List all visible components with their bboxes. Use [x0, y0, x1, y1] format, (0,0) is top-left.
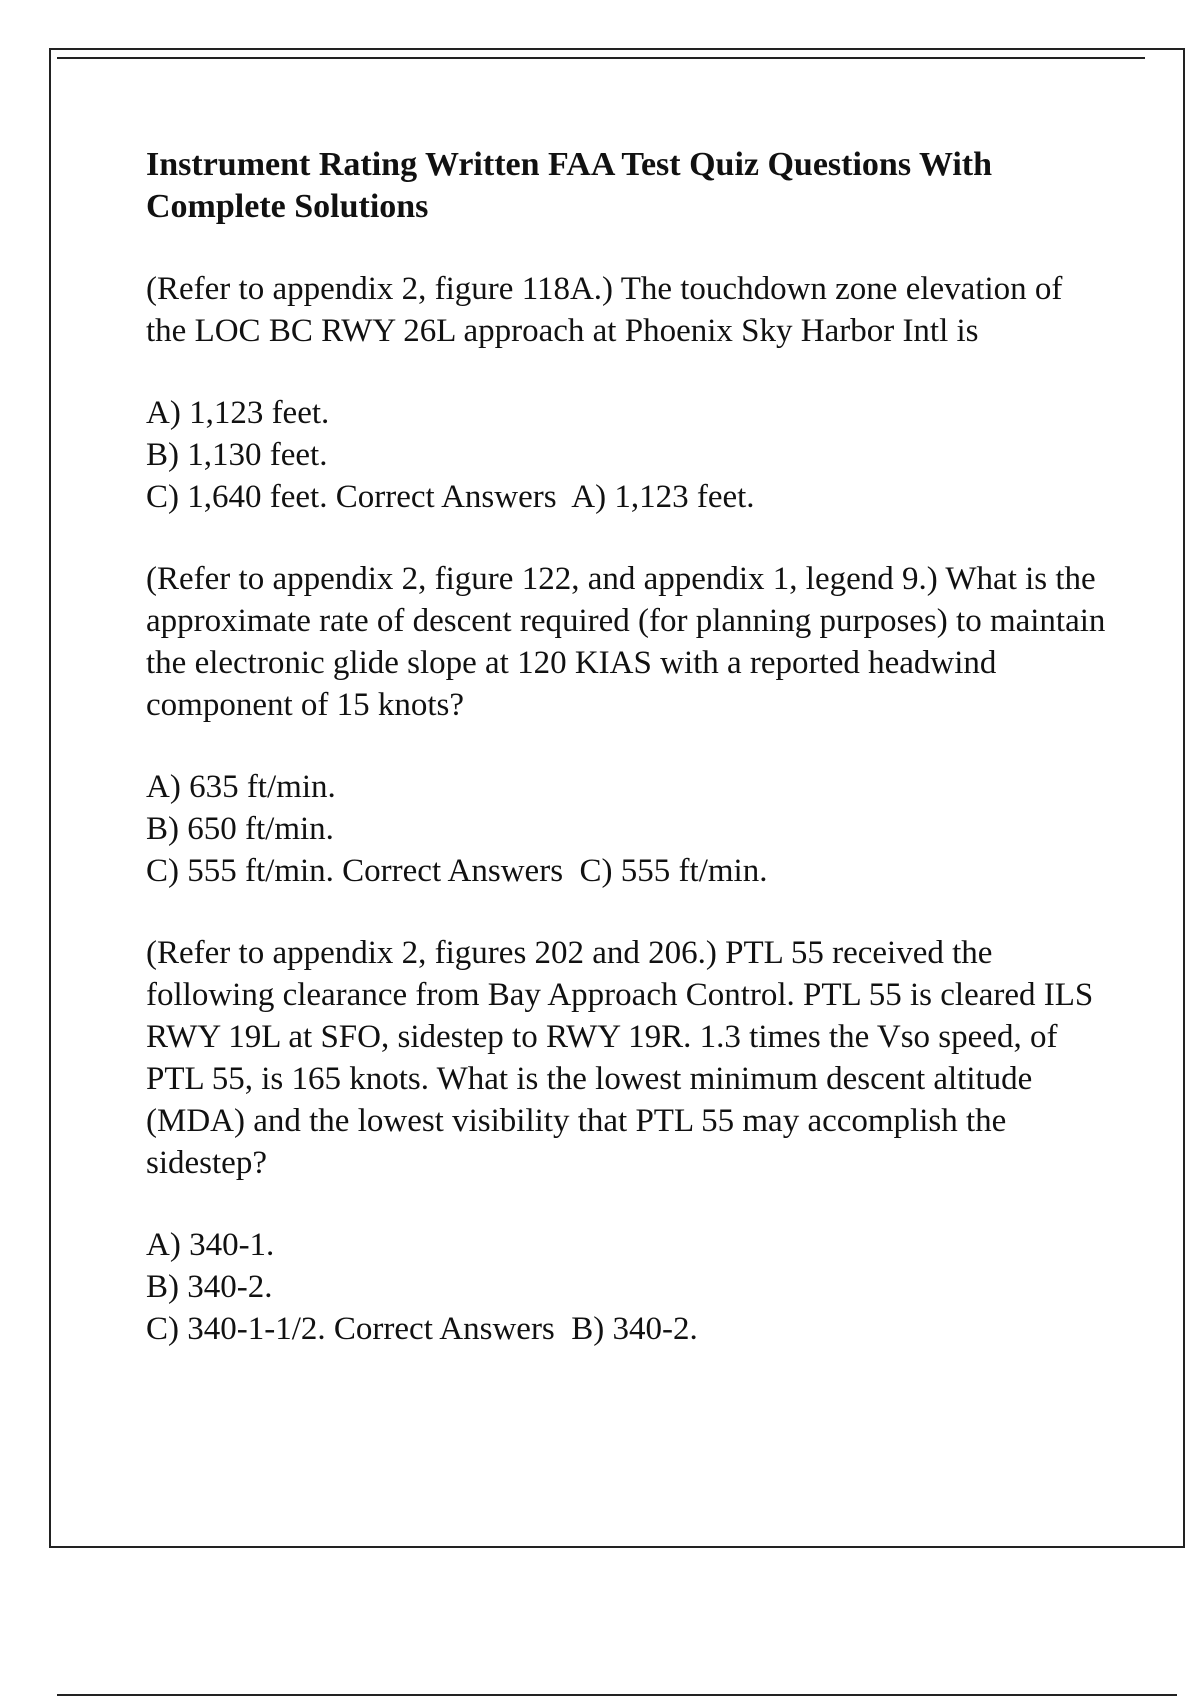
document-title: Instrument Rating Written FAA Test Quiz Questions With Complete Solutions [146, 146, 993, 225]
question-block-3 [146, 932, 1106, 1350]
correct-answers-label: Correct Answers [342, 853, 564, 889]
correct-answer: B) 340-2. [571, 1311, 698, 1347]
correct-answers-label: Correct Answers [335, 479, 557, 515]
option-c: C) 340-1-1/2. [146, 1311, 326, 1347]
option-a: A) 635 ft/min. [146, 769, 336, 805]
answer-options [146, 392, 1106, 518]
option-a: A) 340-1. [146, 1227, 275, 1263]
footer-rule [57, 1694, 1177, 1696]
option-c-with-answer [146, 850, 1106, 892]
option-b: B) 650 ft/min. [146, 811, 334, 847]
option-c: C) 1,640 feet. [146, 479, 328, 515]
document-body [146, 144, 1106, 1390]
question-block-1 [146, 268, 1106, 518]
answer-options [146, 1224, 1106, 1350]
correct-answer: A) 1,123 feet. [571, 479, 755, 515]
option-c-with-answer [146, 476, 1106, 518]
question-text: (Refer to appendix 2, figures 202 and 206.) PTL 55 received the following clearance from Bay Approach Control. PTL 55 is cleared ILS RWY 19L at SFO, sidestep to RWY 19R. 1.3 times the Vso speed, of PTL 55, is 165 knots. What is the lowest minimum descent altitude (MDA) and the lowest visibility that PTL 55 may accomplish the sidestep? [146, 935, 1094, 1181]
answer-options [146, 766, 1106, 892]
option-c-with-answer [146, 1308, 1106, 1350]
header-rule [57, 57, 1145, 59]
option-c: C) 555 ft/min. [146, 853, 334, 889]
option-b: B) 340-2. [146, 1269, 273, 1305]
option-a: A) 1,123 feet. [146, 395, 330, 431]
correct-answers-label: Correct Answers [333, 1311, 555, 1347]
question-text: (Refer to appendix 2, figure 118A.) The touchdown zone elevation of the LOC BC RWY 26L approach at Phoenix Sky Harbor Intl is [146, 271, 1063, 349]
question-text: (Refer to appendix 2, figure 122, and appendix 1, legend 9.) What is the approximate rate of descent required (for planning purposes) to maintain the electronic glide slope at 120 KIAS with a reported headwind component of 15 knots? [146, 561, 1106, 723]
correct-answer: C) 555 ft/min. [579, 853, 768, 889]
question-block-2 [146, 558, 1106, 892]
option-b: B) 1,130 feet. [146, 437, 328, 473]
